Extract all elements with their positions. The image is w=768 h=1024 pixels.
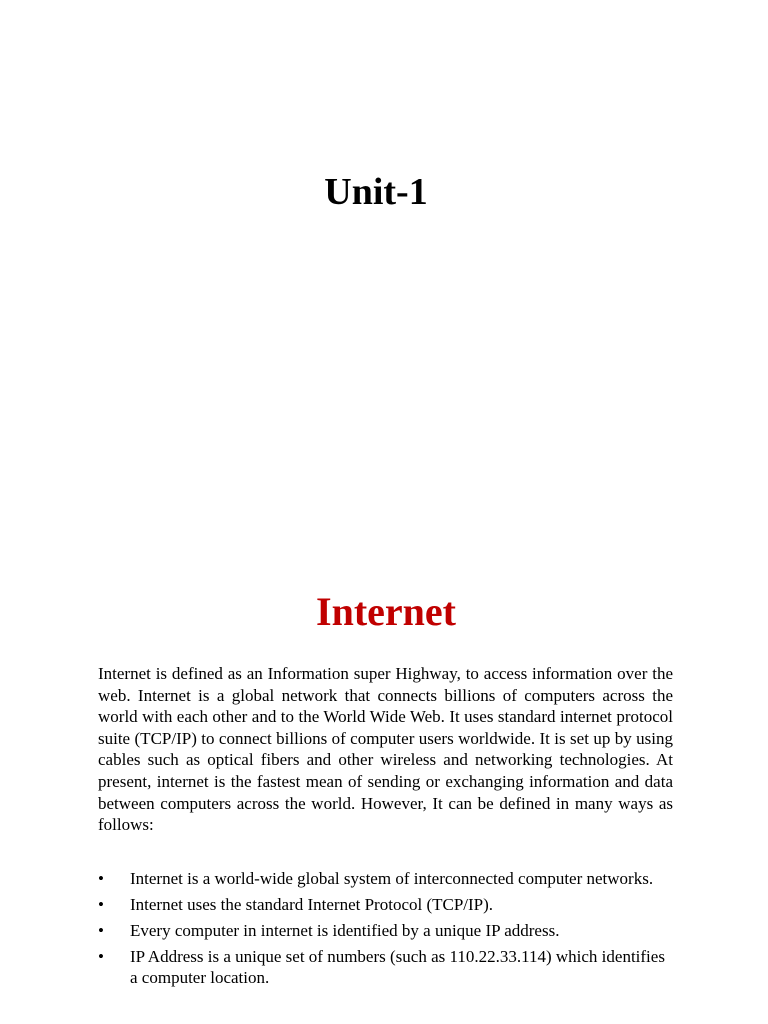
bullet-icon: • [98,895,104,914]
bullet-icon: • [98,947,104,966]
list-item [98,894,673,915]
list-item [98,946,673,988]
list-item [98,920,673,941]
list-item-text: Internet uses the standard Internet Protocol (TCP/IP). [130,895,494,914]
intro-paragraph: Internet is defined as an Information super Highway, to access information over the web. Internet is a global network that connects billions of computers across the world with each other and to the World Wide Web. It uses standard internet protocol suite (TCP/IP) to connect billions of computer users worldwide. It is set up by using cables such as optical fibers and other wireless and networking technologies. At present, internet is the fastest mean of sending or exchanging information and data between computers across the world. However, It can be defined in many ways as follows: [98,664,673,835]
section-title: Internet [316,589,456,634]
bullet-icon: • [98,921,104,940]
bullet-icon: • [98,869,104,888]
list-item-text: IP Address is a unique set of numbers (such as 110.22.33.114) which identifies a computer location. [130,947,665,987]
unit-title: Unit-1 [324,171,428,213]
list-item [98,868,673,889]
bullet-list [98,868,673,993]
list-item-text: Internet is a world-wide global system of interconnected computer networks. [130,869,654,888]
list-item-text: Every computer in internet is identified by a unique IP address. [130,921,560,940]
